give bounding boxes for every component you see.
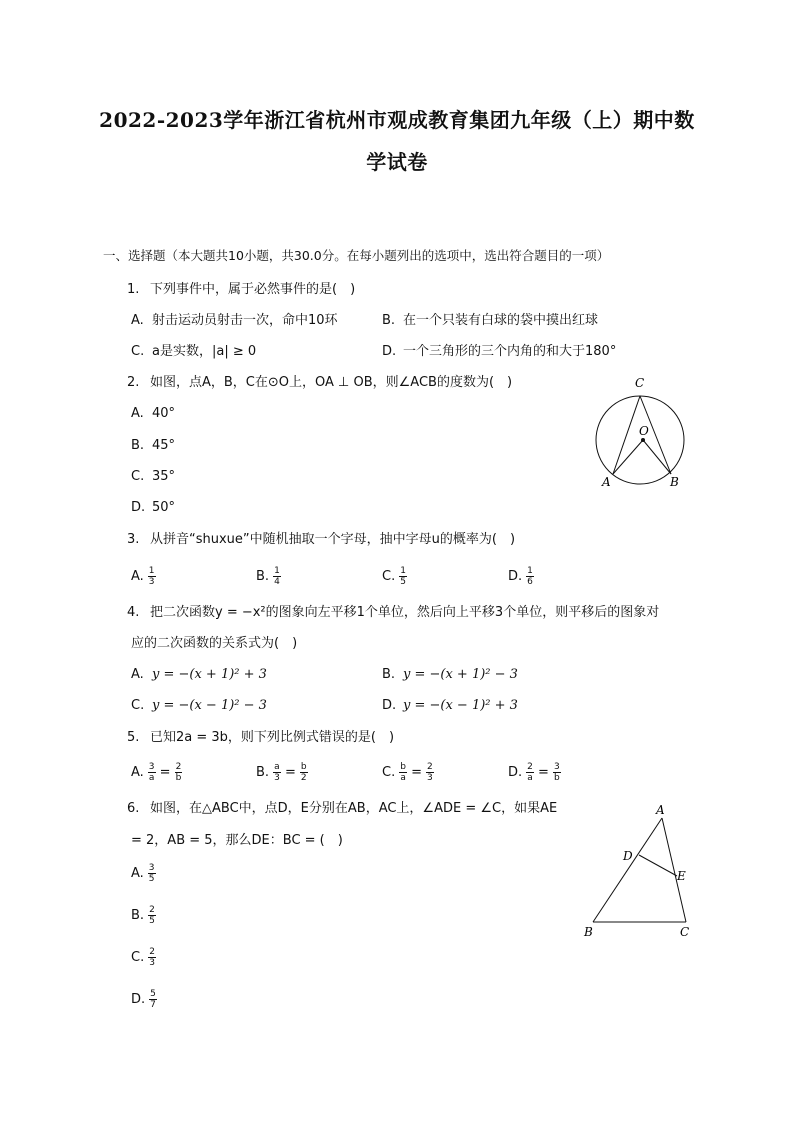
q6-option-c: C. $\frac{2}{3}$	[131, 947, 155, 968]
q5-option-c: C. $\frac{b}{a}$ = $\frac{2}{3}$	[382, 762, 433, 783]
q3-option-b: B. $\frac{1}{4}$	[256, 566, 280, 587]
q3-option-d: D. $\frac{1}{6}$	[508, 566, 533, 587]
question-4-number: 4.	[127, 605, 140, 620]
q4-option-d-label: D.	[382, 698, 397, 713]
label-a: A	[656, 803, 665, 817]
q5-option-a: A. $\frac{3}{a}$ = $\frac{2}{b}$	[131, 762, 182, 783]
segment-ca	[613, 396, 640, 474]
q4-option-c-text: y = −(x − 1)² − 3	[152, 698, 267, 713]
q5-option-d: D. $\frac{2}{a}$ = $\frac{3}{b}$	[508, 762, 560, 783]
q4-option-a-text: y = −(x + 1)² + 3	[152, 667, 267, 682]
question-6-stem-line-2: = 2，AB = 5，那么DE：BC = ( )	[131, 833, 343, 848]
triangle-figure	[578, 798, 708, 943]
label-c: C	[680, 925, 690, 939]
question-6-number: 6.	[127, 801, 140, 816]
label-b: B	[584, 925, 593, 939]
segment-ob	[643, 440, 671, 474]
question-3-stem: 从拼音“shuxue”中随机抽取一个字母，抽中字母u的概率为( )	[150, 532, 516, 547]
question-1-stem: 下列事件中，属于必然事件的是( )	[150, 282, 356, 297]
question-6-stem-line-1: 如图，在△ABC中，点D，E分别在AB，AC上，∠ADE = ∠C，如果AE	[150, 801, 558, 816]
q2-option-a-label: A.	[131, 406, 144, 421]
section-heading: 一、选择题（本大题共10小题，共30.0分。在每小题列出的选项中，选出符合题目的一项）	[103, 248, 610, 263]
label-d: D	[623, 849, 633, 863]
side-ab	[593, 818, 662, 922]
q4-option-b-text: y = −(x + 1)² − 3	[403, 667, 518, 682]
q6-option-d: D. $\frac{5}{7}$	[131, 989, 156, 1010]
title-line-2: 学试卷	[366, 150, 428, 174]
q2-option-c-label: C.	[131, 469, 145, 484]
question-2-stem: 如图，点A，B，C在⊙O上，OA ⊥ OB，则∠ACB的度数为( )	[150, 375, 513, 390]
q1-option-d-text: 一个三角形的三个内角的和大于180°	[403, 344, 617, 359]
question-5-number: 5.	[127, 730, 140, 745]
q2-option-a-text: 40°	[152, 406, 176, 421]
q2-option-d-text: 50°	[152, 500, 176, 515]
question-3-number: 3.	[127, 532, 140, 547]
q4-option-a-label: A.	[131, 667, 144, 682]
circle-o	[596, 396, 684, 484]
q1-option-a-text: 射击运动员射击一次，命中10环	[152, 313, 338, 328]
q1-option-a-label: A.	[131, 313, 144, 328]
circle-figure	[588, 370, 708, 495]
q2-option-c-text: 35°	[152, 469, 176, 484]
question-4-stem-line-1: 把二次函数y = −x²的图象向左平移1个单位，然后向上平移3个单位，则平移后的图象对	[150, 605, 660, 620]
label-a: A	[602, 475, 611, 489]
question-1-number: 1.	[127, 282, 140, 297]
q6-option-a: A. $\frac{3}{5}$	[131, 863, 155, 884]
q2-option-b-text: 45°	[152, 438, 176, 453]
segment-oa	[613, 440, 643, 474]
question-5-stem: 已知2a = 3b，则下列比例式错误的是( )	[150, 730, 395, 745]
q4-option-d-text: y = −(x − 1)² + 3	[403, 698, 518, 713]
q4-option-c-label: C.	[131, 698, 145, 713]
q4-option-b-label: B.	[382, 667, 396, 682]
label-e: E	[677, 869, 686, 883]
q2-option-d-label: D.	[131, 500, 146, 515]
label-c: C	[635, 376, 645, 390]
q3-option-a: A. $\frac{1}{3}$	[131, 566, 155, 587]
q1-option-c-label: C.	[131, 344, 145, 359]
label-b: B	[670, 475, 679, 489]
q1-option-c-text: a是实数，|a| ≥ 0	[152, 344, 257, 359]
center-point	[641, 438, 645, 442]
title-line-1: 2022-2023学年浙江省杭州市观成教育集团九年级（上）期中数	[99, 108, 695, 132]
q1-option-d-label: D.	[382, 344, 397, 359]
q2-option-b-label: B.	[131, 438, 145, 453]
q1-option-b-text: 在一个只装有白球的袋中摸出红球	[403, 313, 599, 328]
q3-option-c: C. $\frac{1}{5}$	[382, 566, 406, 587]
question-4-stem-line-2: 应的二次函数的关系式为( )	[131, 636, 298, 651]
q1-option-b-label: B.	[382, 313, 396, 328]
question-2-number: 2.	[127, 375, 140, 390]
q6-option-b: B. $\frac{2}{5}$	[131, 905, 155, 926]
label-o: O	[639, 424, 649, 438]
q5-option-b: B. $\frac{a}{3}$ = $\frac{b}{2}$	[256, 762, 307, 783]
